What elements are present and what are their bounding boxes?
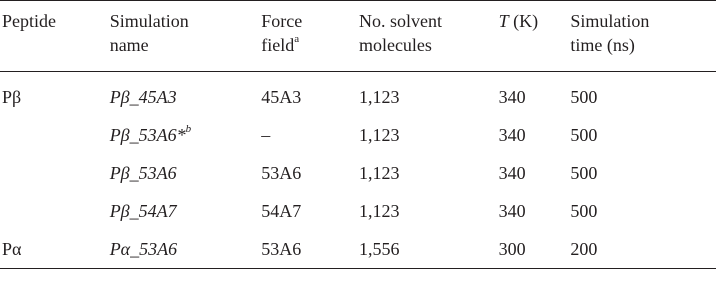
header-solvent-molecules xyxy=(359,1,499,72)
cell-solvent-molecules: 1,123 xyxy=(358,163,400,183)
header-peptide-text: Peptide xyxy=(2,11,56,31)
cell-simulation-name xyxy=(110,72,262,117)
simulation-name-text: Pβ_53A6* xyxy=(109,125,186,145)
cell-simulation-time: 200 xyxy=(570,230,716,269)
table-body xyxy=(0,72,716,269)
simulation-name-footnote: b xyxy=(185,123,192,135)
header-simulation-time xyxy=(570,1,716,72)
cell-temperature: 340 xyxy=(498,163,526,183)
cell-force-field: 54A7 xyxy=(261,201,302,221)
cell-simulation-name xyxy=(110,192,262,230)
cell-peptide xyxy=(0,154,110,192)
table-row xyxy=(0,230,716,269)
cell-simulation-time: 500 xyxy=(570,87,598,107)
cell-temperature: 340 xyxy=(498,125,526,145)
simulation-name-text: Pβ_54A7 xyxy=(109,201,177,221)
simulation-name-text: Pα_53A6 xyxy=(109,239,178,259)
cell-peptide xyxy=(0,116,110,154)
cell-peptide xyxy=(0,192,110,230)
header-force-field-line1: Force xyxy=(261,11,303,31)
header-simulation-name-line1: Simulation xyxy=(109,11,189,31)
header-force-field-line2: field xyxy=(261,35,295,55)
table-header xyxy=(0,1,716,72)
header-peptide xyxy=(0,1,110,72)
cell-simulation-name xyxy=(110,116,262,154)
table-row xyxy=(0,72,716,117)
cell-simulation-time: 500 xyxy=(570,201,598,221)
cell-force-field: – xyxy=(261,125,271,145)
cell-solvent-molecules: 1,123 xyxy=(358,87,400,107)
header-force-field xyxy=(261,1,359,72)
cell-peptide: Pα xyxy=(0,230,110,269)
cell-simulation-name xyxy=(110,154,262,192)
header-solvent-line2: molecules xyxy=(358,35,432,55)
cell-simulation-name xyxy=(110,230,262,269)
cell-solvent-molecules: 1,556 xyxy=(359,230,499,269)
cell-temperature: 340 xyxy=(498,201,526,221)
simulation-name-text: Pβ_45A3 xyxy=(109,87,177,107)
header-force-field-line2-wrap xyxy=(261,33,359,57)
cell-force-field: 53A6 xyxy=(261,230,359,269)
table-row xyxy=(0,154,716,192)
cell-solvent-molecules: 1,123 xyxy=(358,201,400,221)
header-simulation-name-line2: name xyxy=(109,35,149,55)
simulation-name-text: Pβ_53A6 xyxy=(109,163,177,183)
cell-temperature: 340 xyxy=(498,87,526,107)
header-temperature-unit: (K) xyxy=(508,11,539,31)
header-temperature-symbol: T xyxy=(498,11,509,31)
header-solvent-line1: No. solvent xyxy=(358,11,442,31)
cell-peptide: Pβ xyxy=(2,87,22,107)
footnote-a-marker: a xyxy=(294,33,300,45)
cell-simulation-time: 500 xyxy=(570,125,598,145)
cell-force-field: 53A6 xyxy=(261,163,302,183)
table-row xyxy=(0,192,716,230)
header-time-line2: time (ns) xyxy=(570,35,635,55)
header-row xyxy=(0,1,716,72)
cell-solvent-molecules: 1,123 xyxy=(358,125,400,145)
header-simulation-name xyxy=(110,1,262,72)
table-row xyxy=(0,116,716,154)
cell-force-field: 45A3 xyxy=(261,87,302,107)
header-time-line1: Simulation xyxy=(570,11,650,31)
header-temperature-wrap xyxy=(499,9,571,33)
cell-temperature: 300 xyxy=(499,230,571,269)
cell-simulation-time: 500 xyxy=(570,163,598,183)
header-temperature xyxy=(499,1,571,72)
